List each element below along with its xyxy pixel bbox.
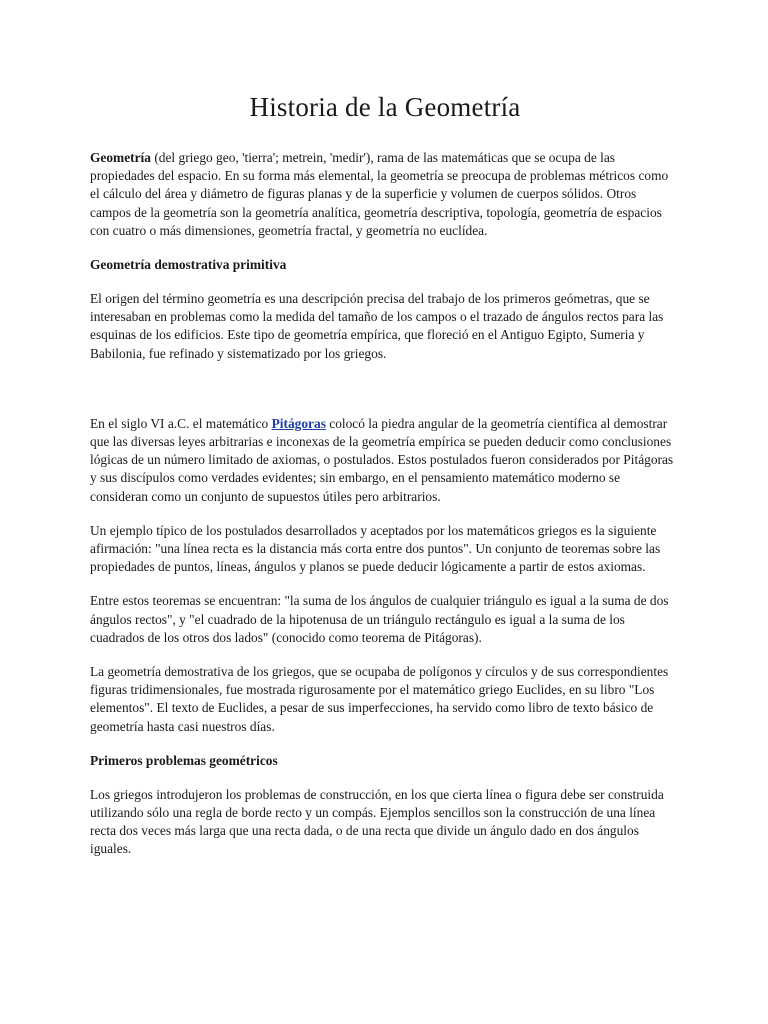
intro-term: Geometría	[90, 150, 151, 165]
pitagoras-link[interactable]: Pitágoras	[271, 415, 326, 431]
paragraph-teoremas: Entre estos teoremas se encuentran: "la suma de los ángulos de cualquier triángulo es igual a la suma de dos ángulos rectos", y "el cuadrado de la hipotenusa de un triángulo rectángulo es igual a la suma de los cuadrados de los otros dos lados" (conocido como teorema de Pitágoras).	[90, 593, 669, 645]
section-heading-demostrativa: Geometría demostrativa primitiva	[90, 257, 287, 273]
paragraph-pitagoras	[90, 415, 680, 506]
document-title: Historia de la Geometría	[249, 92, 521, 122]
paragraph-construccion: Los griegos introdujeron los problemas de construcción, en los que cierta línea o figura debe ser construida utilizando sólo una regla de borde recto y un compás. Ejemplos sencillos son la construcción de una línea recta dos veces más larga que una recta dada, o de una recta que divide un ángulo dado en dos ángulos iguales.	[90, 786, 664, 857]
paragraph-origen: El origen del término geometría es una descripción precisa del trabajo de los primeros geómetras, que se interesaban en problemas como la medida del tamaño de los campos o el trazado de ángulos rectos para las esquinas de los edificios. Este tipo de geometría empírica, que floreció en el Antiguo Egipto, Sumeria y Babilonia, fue refinado y sistematizado por los griegos.	[90, 291, 664, 361]
section-heading-problemas: Primeros problemas geométricos	[90, 752, 278, 768]
paragraph-euclides: La geometría demostrativa de los griegos, que se ocupaba de polígonos y círculos y de sus correspondientes figuras tridimensionales, fue mostrada rigurosamente por el matemático griego Euclides, en su libro "Los elementos". El texto de Euclides, a pesar de sus imperfecciones, ha servido como libro de texto básico de geometría hasta casi nuestros días.	[90, 664, 669, 734]
paragraph-pitagoras-before: En el siglo VI a.C. el matemático	[90, 415, 272, 431]
paragraph-pitagoras-after: colocó la piedra angular de la geometría científica al demostrar que las diversas leyes arbitrarias e inconexas de la geometría empírica se pueden deducir como conclusiones lógicas de un número limitado de axiomas, o postulados. Estos postulados fueron considerados por Pitágoras y sus discípulos como verdades evidentes; sin embargo, en el pensamiento matemático moderno se consideran como un conjunto de supuestos útiles pero arbitrarios.	[90, 415, 674, 504]
intro-paragraph	[90, 149, 680, 240]
document-body	[90, 92, 680, 859]
intro-text: (del griego geo, 'tierra'; metrein, 'medir'), rama de las matemáticas que se ocupa de las propiedades del espacio. En su forma más elemental, la geometría se preocupa de problemas métricos como el cálculo del área y diámetro de figuras planas y de la superficie y volumen de cuerpos sólidos. Otros campos de la geometría son la geometría analítica, geometría descriptiva, topología, geometría de espacios con cuatro o más dimensiones, geometría fractal, y geometría no euclídea.	[90, 150, 669, 238]
paragraph-postulados: Un ejemplo típico de los postulados desarrollados y aceptados por los matemáticos griegos es la siguiente afirmación: "una línea recta es la distancia más corta entre dos puntos". Un conjunto de teoremas sobre las propiedades de puntos, líneas, ángulos y planos se puede deducir lógicamente a partir de estos axiomas.	[90, 522, 661, 575]
